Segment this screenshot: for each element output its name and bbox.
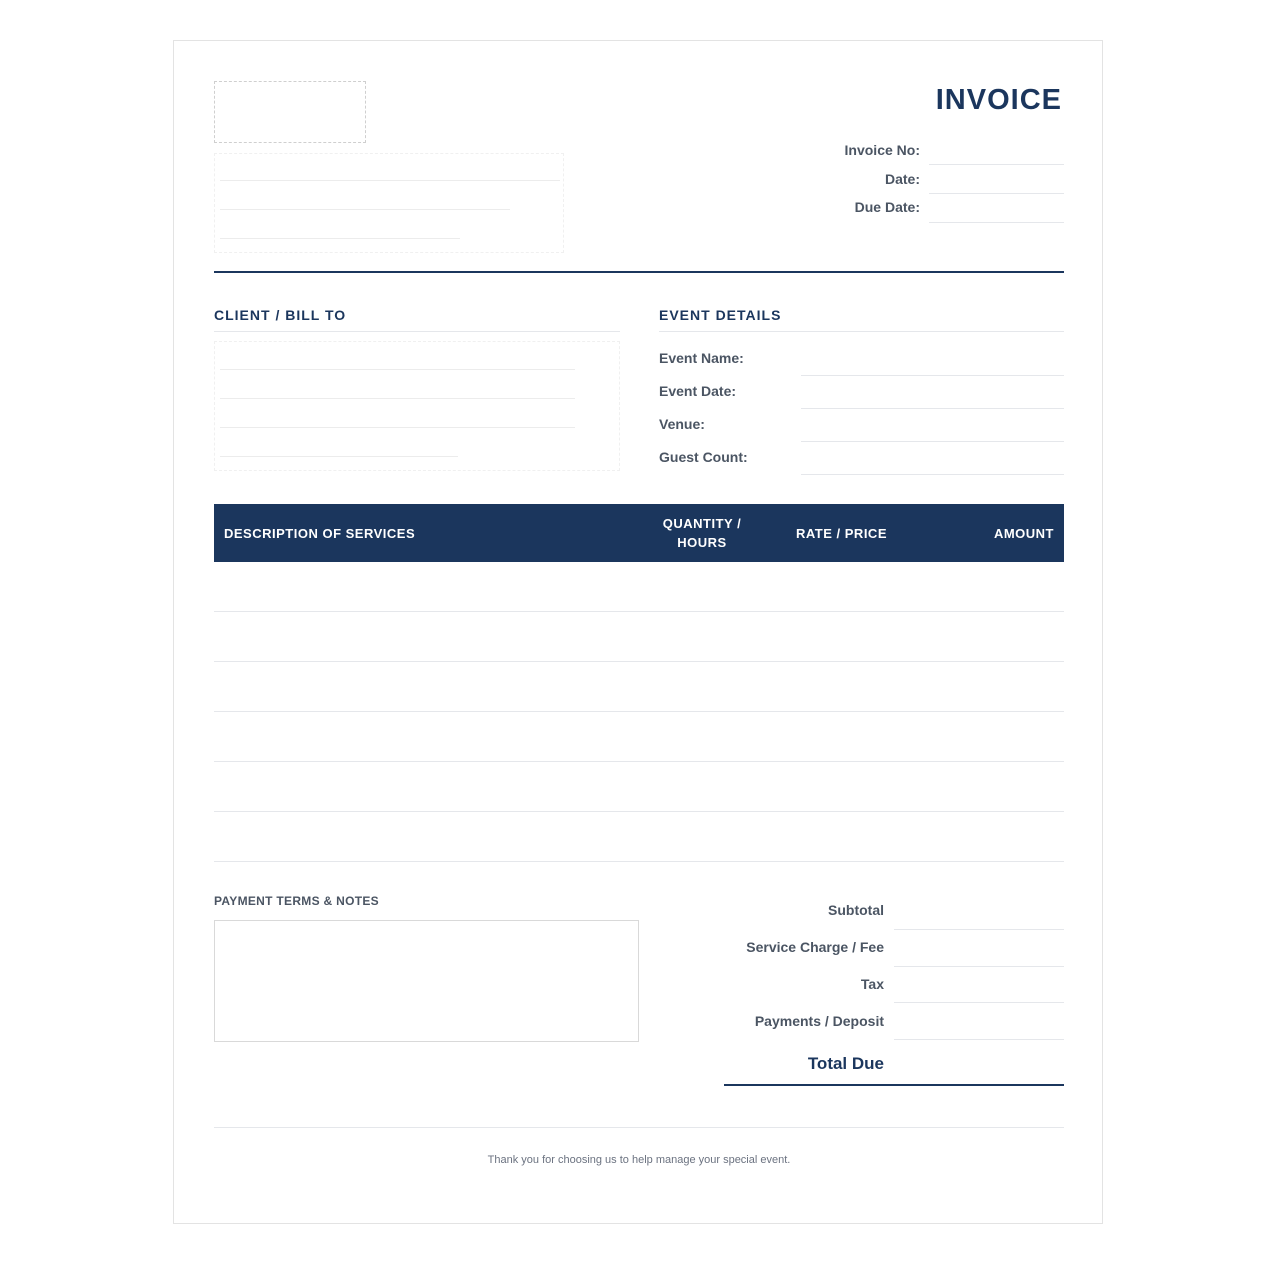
guest-count-label: Guest Count:: [659, 449, 748, 465]
services-table-header: [214, 504, 1064, 562]
table-row[interactable]: [214, 762, 1064, 812]
venue-label: Venue:: [659, 416, 705, 432]
client-address-field[interactable]: [214, 341, 620, 471]
guest-count-field[interactable]: [801, 444, 1064, 474]
event-date-label: Event Date:: [659, 383, 737, 399]
col-quantity-line1: QUANTITY /: [662, 516, 742, 531]
table-row[interactable]: [214, 612, 1064, 662]
total-due-field[interactable]: [894, 1049, 1064, 1084]
venue-field[interactable]: [801, 411, 1064, 441]
footer-divider: [214, 1127, 1064, 1128]
company-address-field[interactable]: [214, 153, 564, 253]
invoice-page: [173, 40, 1103, 1224]
client-section-title: CLIENT / BILL TO: [214, 307, 347, 323]
invoice-title: INVOICE: [935, 84, 1062, 116]
invoice-no-field[interactable]: [929, 138, 1064, 164]
table-row[interactable]: [214, 812, 1064, 862]
date-label: Date:: [884, 171, 920, 187]
event-name-field[interactable]: [801, 345, 1064, 375]
event-date-field[interactable]: [801, 378, 1064, 408]
payments-field[interactable]: [894, 1006, 1064, 1039]
header-divider: [214, 271, 1064, 273]
col-quantity: [642, 504, 762, 562]
tax-label: Tax: [860, 976, 884, 992]
notes-title: PAYMENT TERMS & NOTES: [214, 894, 379, 908]
payments-label: Payments / Deposit: [754, 1013, 884, 1029]
event-section-title: EVENT DETAILS: [659, 307, 782, 323]
total-due-divider: [724, 1084, 1064, 1086]
notes-textarea[interactable]: [214, 920, 639, 1042]
footer-message: Thank you for choosing us to help manage your special event.: [487, 1154, 791, 1166]
col-rate: RATE / PRICE: [796, 525, 887, 541]
invoice-no-label: Invoice No:: [844, 142, 920, 158]
due-date-field[interactable]: [929, 196, 1064, 222]
col-description: DESCRIPTION OF SERVICES: [224, 525, 416, 541]
table-row[interactable]: [214, 562, 1064, 612]
subtotal-label: Subtotal: [828, 902, 884, 918]
col-quantity-line2: HOURS: [677, 535, 727, 550]
col-amount: AMOUNT: [993, 525, 1054, 541]
event-name-label: Event Name:: [659, 350, 744, 366]
service-charge-field[interactable]: [894, 933, 1064, 966]
subtotal-field[interactable]: [894, 896, 1064, 929]
due-date-label: Due Date:: [854, 199, 920, 215]
table-row[interactable]: [214, 662, 1064, 712]
logo-placeholder[interactable]: [214, 81, 366, 143]
table-row[interactable]: [214, 712, 1064, 762]
total-due-label: Total Due: [807, 1054, 884, 1073]
date-field[interactable]: [929, 167, 1064, 193]
service-charge-label: Service Charge / Fee: [746, 939, 884, 955]
tax-field[interactable]: [894, 969, 1064, 1002]
